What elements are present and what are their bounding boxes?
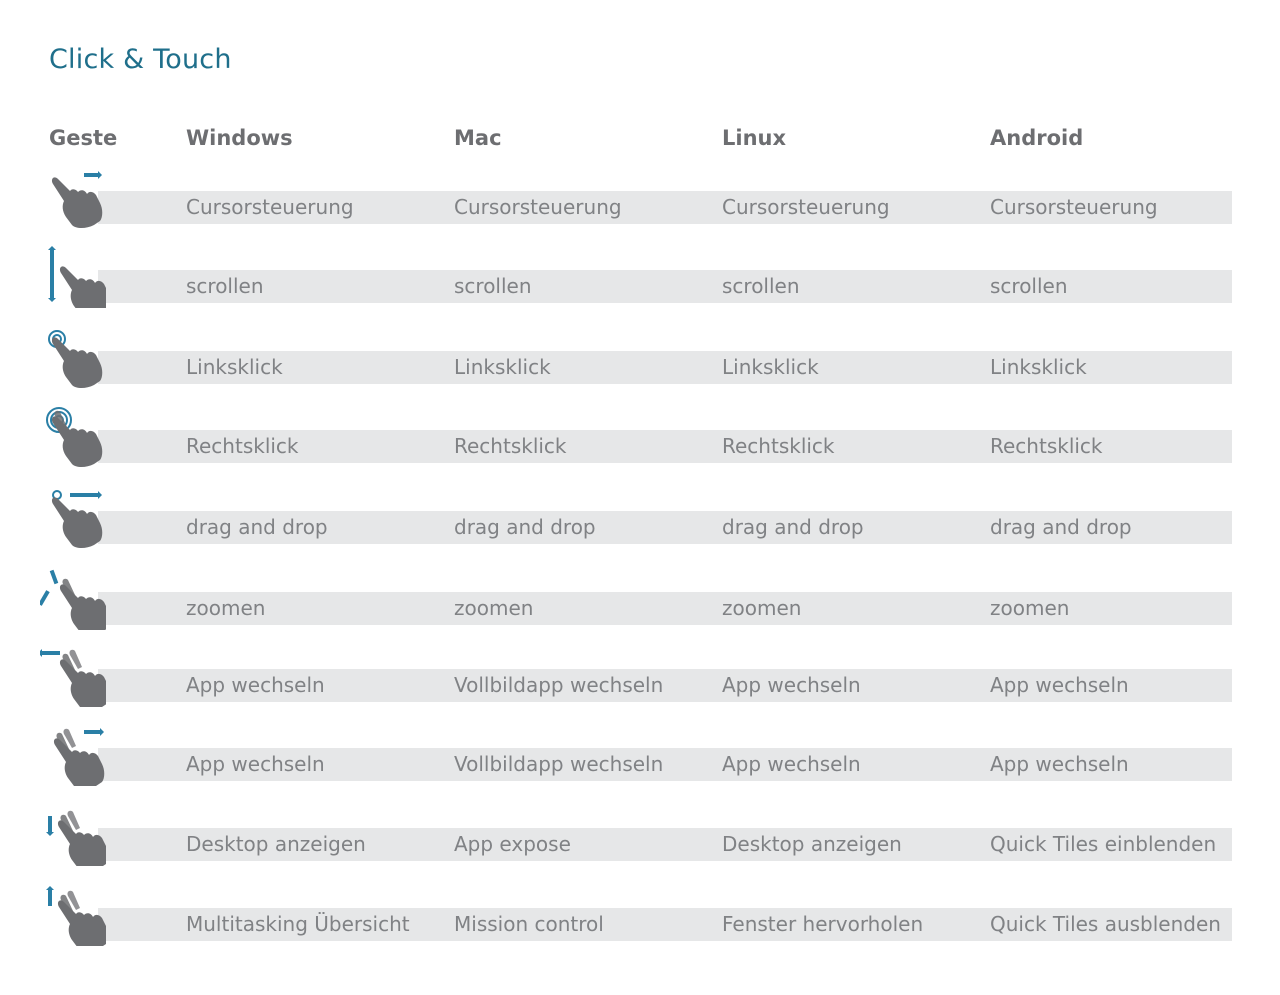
table-row — [0, 645, 1280, 705]
cell-linux: drag and drop — [722, 515, 864, 539]
table-row — [0, 804, 1280, 864]
cell-android: scrollen — [990, 274, 1068, 298]
header-gesture: Geste — [49, 126, 118, 150]
cell-windows: zoomen — [186, 596, 266, 620]
cell-windows: Cursorsteuerung — [186, 195, 354, 219]
cell-android: App wechseln — [990, 673, 1129, 697]
cell-mac: zoomen — [454, 596, 534, 620]
three-finger-swipe-left-icon — [40, 645, 106, 707]
cell-mac: Vollbildapp wechseln — [454, 752, 664, 776]
cell-linux: Cursorsteuerung — [722, 195, 890, 219]
tap-and-drag-icon — [40, 487, 106, 549]
cell-linux: Linksklick — [722, 355, 819, 379]
cell-mac: Mission control — [454, 912, 604, 936]
cell-windows: App wechseln — [186, 752, 325, 776]
table-row — [0, 724, 1280, 784]
cell-mac: Cursorsteuerung — [454, 195, 622, 219]
header-android: Android — [990, 126, 1084, 150]
cell-mac: Rechtsklick — [454, 434, 567, 458]
two-finger-tap-icon — [40, 406, 106, 468]
cell-android: Cursorsteuerung — [990, 195, 1158, 219]
cell-windows: drag and drop — [186, 515, 328, 539]
cell-linux: App wechseln — [722, 673, 861, 697]
table-row — [0, 884, 1280, 944]
cell-linux: Desktop anzeigen — [722, 832, 902, 856]
three-finger-swipe-down-icon — [40, 804, 106, 866]
one-finger-swipe-icon — [40, 167, 106, 229]
cell-windows: App wechseln — [186, 673, 325, 697]
pinch-zoom-icon — [40, 568, 106, 630]
table-row — [0, 568, 1280, 628]
cell-mac: Linksklick — [454, 355, 551, 379]
cell-windows: Multitasking Übersicht — [186, 912, 410, 936]
cell-android: zoomen — [990, 596, 1070, 620]
cell-linux: zoomen — [722, 596, 802, 620]
table-row — [0, 487, 1280, 547]
table-row — [0, 246, 1280, 306]
page-title: Click & Touch — [49, 44, 232, 75]
three-finger-swipe-up-icon — [40, 884, 106, 946]
cell-android: Quick Tiles einblenden — [990, 832, 1217, 856]
header-mac: Mac — [454, 126, 502, 150]
cell-windows: Rechtsklick — [186, 434, 299, 458]
cell-android: drag and drop — [990, 515, 1132, 539]
cell-android: Quick Tiles ausblenden — [990, 912, 1221, 936]
cell-android: Linksklick — [990, 355, 1087, 379]
cell-linux: App wechseln — [722, 752, 861, 776]
cell-linux: Fenster hervorholen — [722, 912, 924, 936]
cell-mac: drag and drop — [454, 515, 596, 539]
cell-linux: scrollen — [722, 274, 800, 298]
cell-android: Rechtsklick — [990, 434, 1103, 458]
table-header — [0, 126, 1280, 152]
header-linux: Linux — [722, 126, 787, 150]
cell-mac: Vollbildapp wechseln — [454, 673, 664, 697]
cell-windows: scrollen — [186, 274, 264, 298]
one-finger-scroll-icon — [40, 246, 106, 308]
cell-android: App wechseln — [990, 752, 1129, 776]
one-finger-tap-icon — [40, 327, 106, 389]
three-finger-swipe-right-icon — [40, 724, 106, 786]
header-windows: Windows — [186, 126, 293, 150]
cell-mac: scrollen — [454, 274, 532, 298]
table-row — [0, 406, 1280, 466]
cell-linux: Rechtsklick — [722, 434, 835, 458]
table-row — [0, 167, 1280, 227]
cell-windows: Linksklick — [186, 355, 283, 379]
cell-windows: Desktop anzeigen — [186, 832, 366, 856]
cell-mac: App expose — [454, 832, 571, 856]
table-row — [0, 327, 1280, 387]
